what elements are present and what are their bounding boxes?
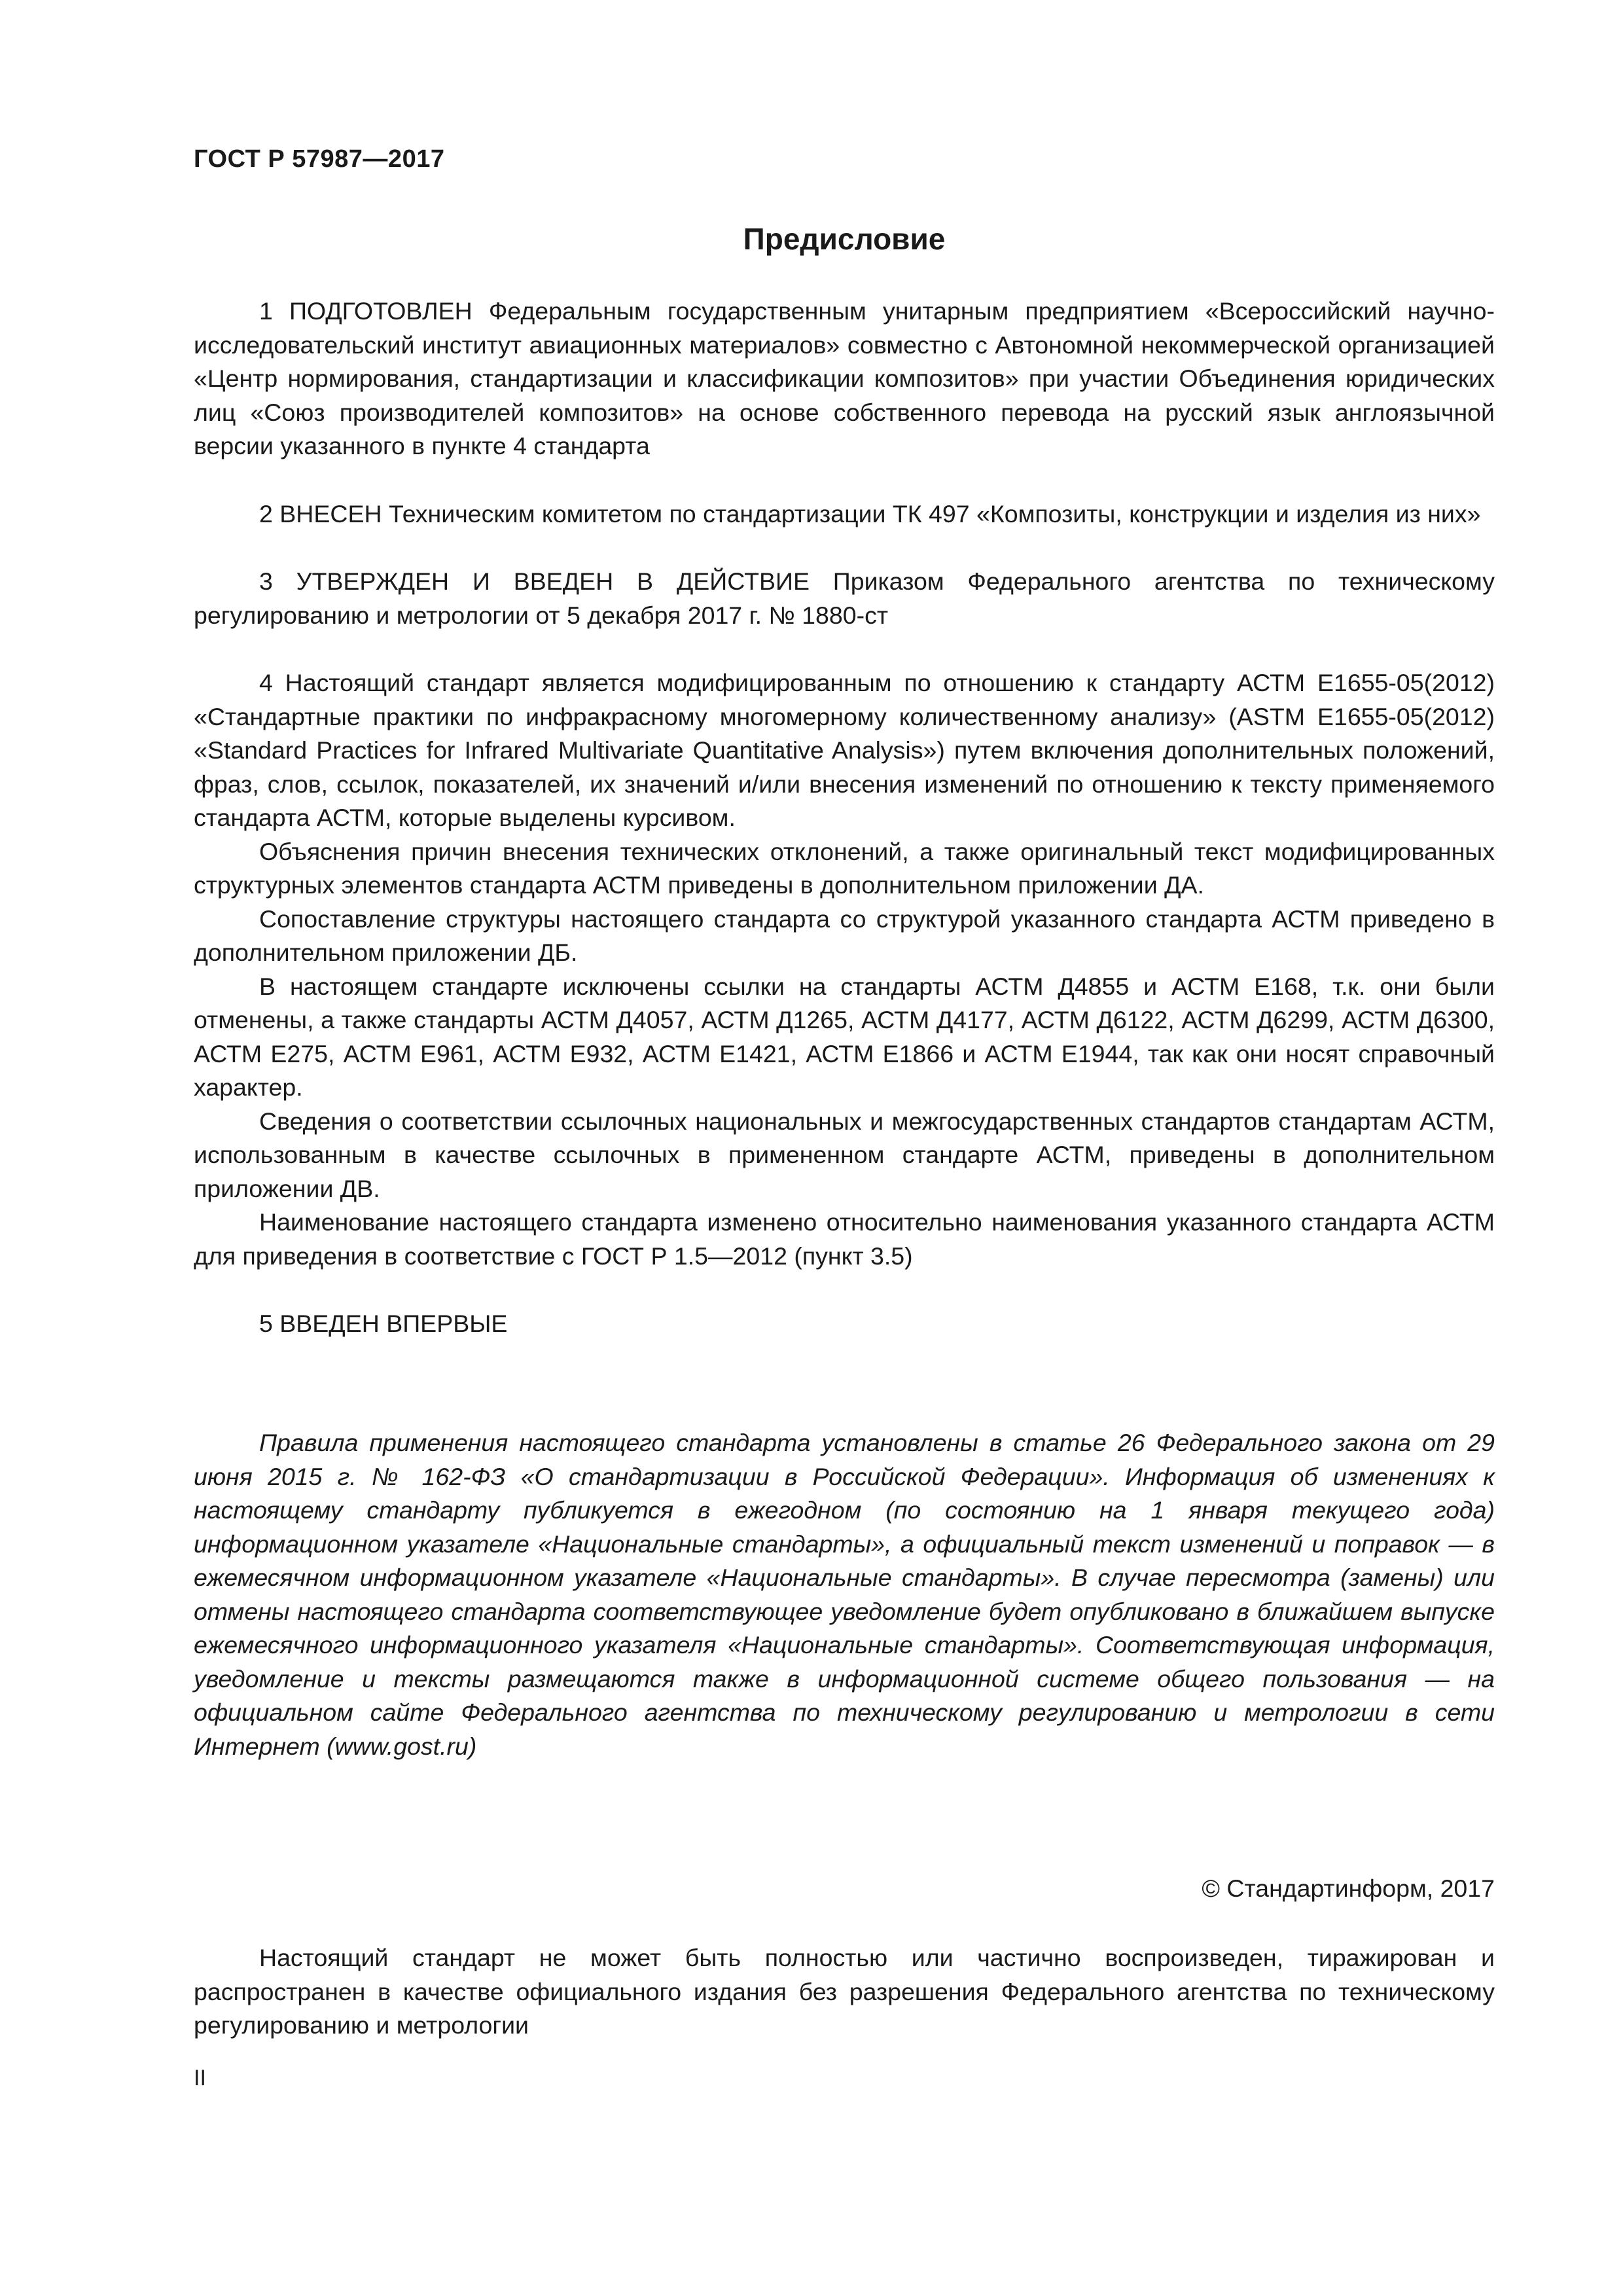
- section-spacer: [194, 1273, 1495, 1307]
- section-3-approved: 3 УТВЕРЖДЕН И ВВЕДЕН В ДЕЙСТВИЕ Приказом Федерального агентства по техническому регулированию и метрологии от 5 декабря 2017 г. № 1880-ст: [194, 567, 1495, 629]
- section-4-excluded-refs: В настоящем стандарте исключены ссылки на стандарты АСТМ Д4855 и АСТМ Е168, т.к. они были отменены, а также стандарты АСТМ Д4057, АСТМ Д1265, АСТМ Д4177, АСТМ Д6122, АСТМ Д6299, АСТМ Д6300, АСТМ Е275, АСТМ Е961, АСТМ Е932, АСТМ Е1421, АСТМ Е1866 и АСТМ Е1944, так как они носят справочный характер.: [194, 972, 1495, 1101]
- document-code: ГОСТ Р 57987—2017: [194, 145, 445, 173]
- section-4-deviations: Объяснения причин внесения технических отклонений, а также оригинальный текст модифицированных структурных элементов стандарта АСТМ приведены в дополнительном приложении ДА.: [194, 837, 1495, 899]
- section-5-introduced: 5 ВВЕДЕН ВПЕРВЫЕ: [259, 1310, 508, 1337]
- page-number: II: [194, 2066, 206, 2090]
- section-spacer: [194, 632, 1495, 666]
- section-4-structure: Сопоставление структуры настоящего стандарта со структурой указанного стандарта АСТМ приведено в дополнительном приложении ДБ.: [194, 905, 1495, 966]
- section-4-conformity: Сведения о соответствии ссылочных национальных и межгосударственных стандартов стандартам АСТМ, использованным в качестве ссылочных в примененном стандарте АСТМ, приведены в дополнительном приложении ДВ.: [194, 1107, 1495, 1202]
- copyright-line: © Стандартинформ, 2017: [1202, 1874, 1495, 1902]
- preface-body: [194, 295, 1495, 1341]
- section-4-name-change: Наименование настоящего стандарта изменено относительно наименования указанного стандарта АСТМ для приведения в соответствие с ГОСТ Р 1.5—2012 (пункт 3.5): [194, 1208, 1495, 1270]
- application-rules-notice: Правила применения настоящего стандарта установлены в статье 26 Федерального закона от 29 июня 2015 г. № 162-ФЗ «О стандартизации в Российской Федерации». Информация об изменениях к настоящему стандарту публикуется в ежегодном (по состоянию на 1 января текущего года) информационном указателе «Национальные стандарты», а официальный текст изменений и поправок — в ежемесячном информационном указателе «Национальные стандарты». В случае пересмотра (замены) или отмены настоящего стандарта соответствующее уведомление будет опубликовано в ближайшем выпуске ежемесячного информационного указателя «Национальные стандарты». Соответствующая информация, уведомление и тексты размещаются также в информационной системе общего пользования — на официальном сайте Федерального агентства по техническому регулированию и метрологии в сети Интернет (www.gost.ru): [194, 1429, 1495, 1760]
- section-2-submitted: 2 ВНЕСЕН Техническим комитетом по стандартизации ТК 497 «Композиты, конструкции и изделия из них»: [259, 499, 1481, 528]
- section-spacer: [194, 531, 1495, 565]
- section-4-modification: 4 Настоящий стандарт является модифицированным по отношению к стандарту АСТМ Е1655-05(2012) «Стандартные практики по инфракрасному многомерному количественному анализу» (ASTM E1655-05(2012) «Standard Practices for Infrared Multivariate Quantitative Analysis») путем включения дополнительных положений, фраз, слов, ссылок, показателей, их значений и/или внесения изменений по отношению к тексту применяемого стандарта АСТМ, которые выделены курсивом.: [194, 669, 1495, 831]
- reproduction-restriction: Настоящий стандарт не может быть полностью или частично воспроизведен, тиражирован и распространен в качестве официального издания без разрешения Федерального агентства по техническому регулированию и метрологии: [194, 1944, 1495, 2039]
- page-title: Предисловие: [743, 222, 946, 256]
- section-spacer: [194, 463, 1495, 497]
- section-1-prepared: 1 ПОДГОТОВЛЕН Федеральным государственным унитарным предприятием «Всероссийский научно-исследовательский институт авиационных материалов» совместно с Автономной некоммерческой организацией «Центр нормирования, стандартизации и классификации композитов» при участии Объединения юридических лиц «Союз производителей композитов» на основе собственного перевода на русский язык англоязычной версии указанного в пункте 4 стандарта: [194, 297, 1495, 459]
